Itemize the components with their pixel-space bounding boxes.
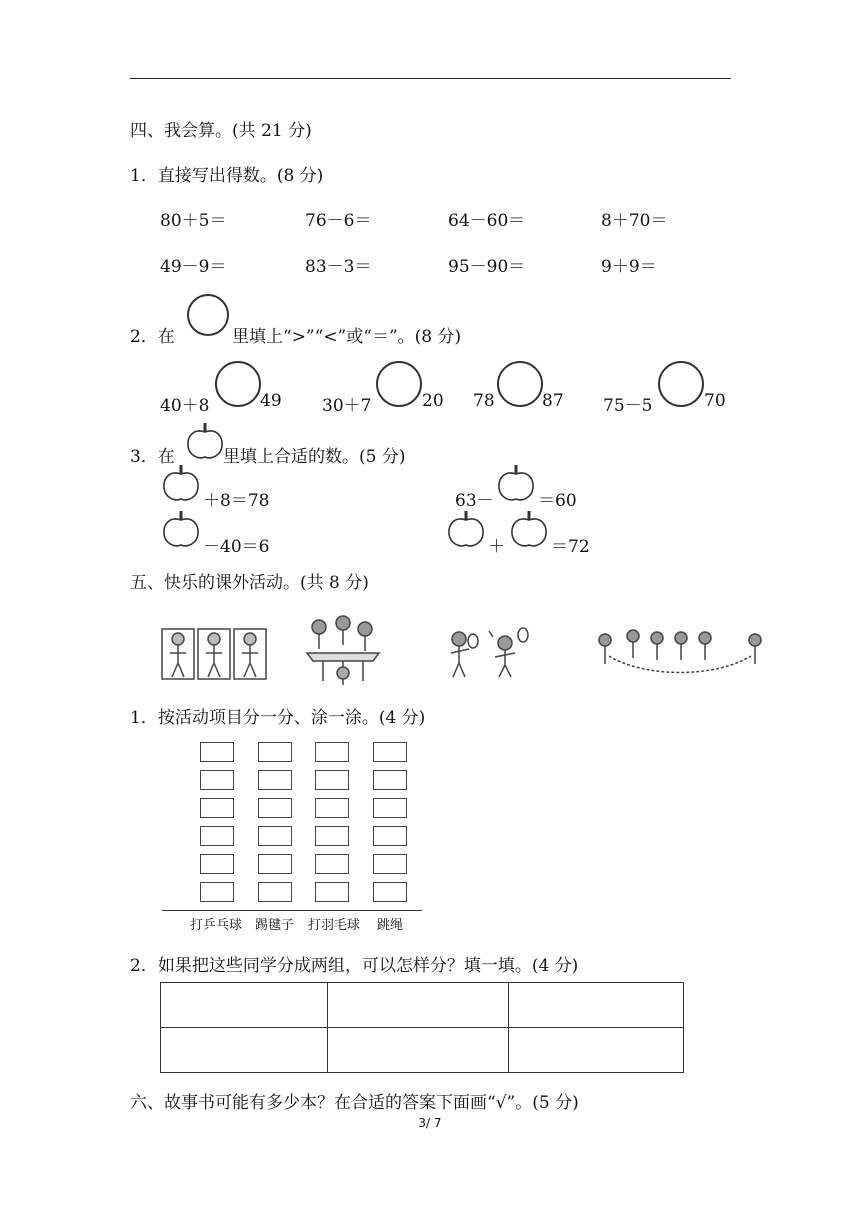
q2-suffix: 里填上“>”“<”或“＝”。(8 分) (232, 327, 462, 347)
grid-cell[interactable] (258, 770, 292, 790)
grid-cell[interactable] (258, 742, 292, 762)
apple-icon[interactable] (508, 508, 550, 550)
compare-circle-1[interactable] (215, 361, 261, 411)
page-number: 3/ 7 (418, 1116, 442, 1130)
q2-prefix: 2．在 (130, 327, 175, 347)
apple-icon[interactable] (495, 462, 537, 504)
category-label: 跳绳 (377, 918, 404, 933)
apple-icon (184, 420, 226, 462)
grid-cell[interactable] (200, 770, 234, 790)
compare-right: 49 (260, 391, 282, 411)
grid-cell[interactable] (258, 854, 292, 874)
grid-cell[interactable] (373, 882, 407, 902)
calc-item: 9＋9＝ (601, 257, 657, 277)
compare-circle-2[interactable] (376, 361, 422, 411)
category-label: 打羽毛球 (308, 918, 361, 933)
category-label: 打乒乓球 (190, 918, 243, 933)
grid-cell[interactable] (373, 742, 407, 762)
grid-cell[interactable] (373, 798, 407, 818)
apple-icon[interactable] (445, 508, 487, 550)
section4-heading: 四、我会算。(共 21 分) (130, 121, 312, 141)
q3-suffix: 里填上合适的数。(5 分) (223, 447, 406, 467)
jump-rope-kids-picture (160, 625, 270, 683)
table-cell[interactable] (161, 983, 328, 1028)
compare-left: 78 (473, 391, 495, 411)
grid-cell[interactable] (373, 826, 407, 846)
q3-prefix: 3．在 (130, 447, 175, 467)
category-label: 踢毽子 (255, 918, 295, 933)
calc-item: 8＋70＝ (601, 211, 668, 231)
grid-cell[interactable] (373, 770, 407, 790)
grid-cell[interactable] (373, 854, 407, 874)
apple-icon[interactable] (160, 508, 202, 550)
compare-left: 40＋8 (160, 396, 210, 416)
grid-cell[interactable] (315, 742, 349, 762)
grid-cell[interactable] (200, 798, 234, 818)
calc-item: 64－60＝ (448, 211, 526, 231)
section6-heading: 六、故事书可能有多少本？在合适的答案下面画“√”。(5 分) (130, 1093, 579, 1113)
grouping-table (160, 982, 684, 1073)
compare-left: 75－5 (603, 396, 653, 416)
grid-cell[interactable] (200, 742, 234, 762)
equation-text: 63－ (455, 491, 494, 511)
equation-text: ＝60 (538, 491, 577, 511)
grid-cell[interactable] (315, 798, 349, 818)
equation-text: －40＝6 (203, 537, 270, 557)
table-cell[interactable] (161, 1028, 328, 1073)
compare-circle-4[interactable] (658, 361, 704, 411)
grid-cell[interactable] (258, 882, 292, 902)
grid-cell[interactable] (200, 854, 234, 874)
compare-right: 20 (422, 391, 444, 411)
calc-item: 49－9＝ (160, 257, 227, 277)
table-cell[interactable] (328, 1028, 509, 1073)
grid-cell[interactable] (200, 826, 234, 846)
grid-cell[interactable] (315, 854, 349, 874)
grid-cell[interactable] (315, 882, 349, 902)
grid-cell[interactable] (258, 826, 292, 846)
calc-item: 95－90＝ (448, 257, 526, 277)
badminton-picture (443, 625, 533, 681)
s5-q2-title: 2．如果把这些同学分成两组，可以怎样分？填一填。(4 分) (130, 956, 579, 976)
grid-cell[interactable] (315, 826, 349, 846)
compare-right: 70 (704, 391, 726, 411)
grid-cell[interactable] (200, 882, 234, 902)
grid-cell[interactable] (315, 770, 349, 790)
apple-icon[interactable] (160, 462, 202, 504)
circle-icon (187, 294, 227, 334)
table-cell[interactable] (509, 1028, 684, 1073)
calc-item: 76－6＝ (305, 211, 372, 231)
equation-text: ＝72 (551, 537, 590, 557)
long-rope-picture (595, 628, 767, 678)
equation-text: ＋ (488, 537, 505, 557)
calc-item: 83－3＝ (305, 257, 372, 277)
section5-heading: 五、快乐的课外活动。(共 8 分) (130, 573, 369, 593)
q1-title: 1．直接写出得数。(8 分) (130, 166, 324, 186)
grid-cell[interactable] (258, 798, 292, 818)
table-cell[interactable] (328, 983, 509, 1028)
ping-pong-picture (303, 615, 383, 687)
grid-axis (162, 910, 422, 911)
compare-right: 87 (542, 391, 564, 411)
equation-text: ＋8＝78 (203, 491, 270, 511)
table-cell[interactable] (509, 983, 684, 1028)
compare-left: 30＋7 (322, 396, 372, 416)
compare-circle-3[interactable] (497, 361, 543, 411)
top-rule (130, 78, 731, 79)
calc-item: 80＋5＝ (160, 211, 227, 231)
s5-q1-title: 1．按活动项目分一分、涂一涂。(4 分) (130, 708, 426, 728)
